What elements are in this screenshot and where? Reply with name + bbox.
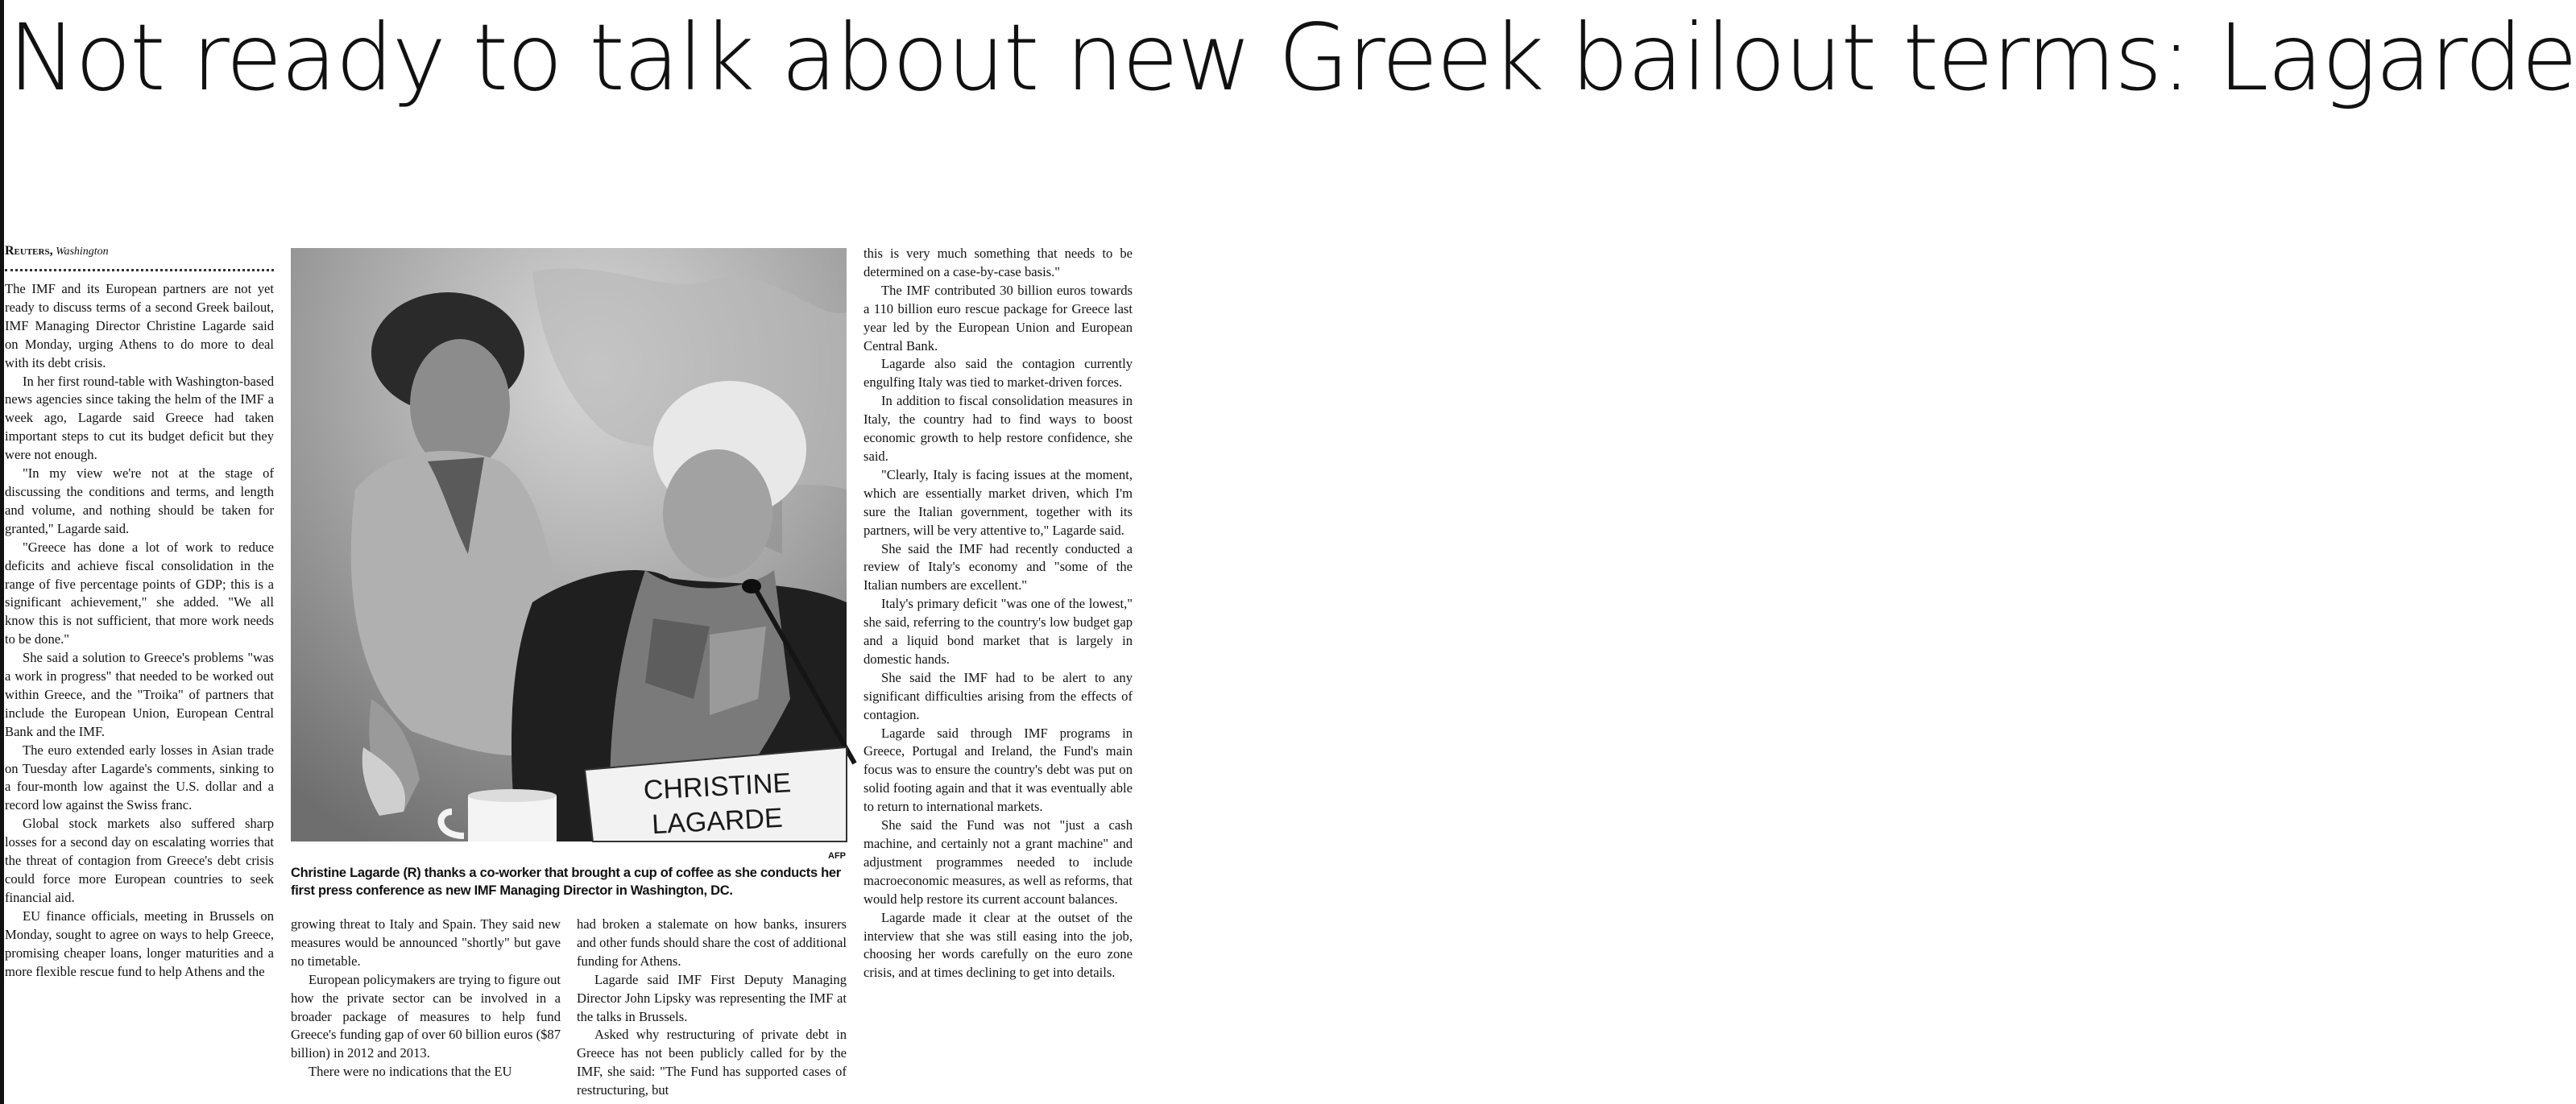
article-column-2 <box>291 916 561 1104</box>
paragraph: EU finance officials, meeting in Brussels on Monday, sought to agree on ways to help Greece, promising cheaper loans, longer maturities and a more flexible rescue fund to help Athens and the <box>5 908 274 979</box>
paragraph: "In my view we're not at the stage of discussing the conditions and terms, and length and volume, and nothing should be taken for granted," Lagarde said. <box>5 465 274 536</box>
paragraph: Lagarde also said the contagion currently engulfing Italy was tied to market-driven forces. <box>863 356 1133 391</box>
paragraph: Italy's primary deficit "was one of the lowest," she said, referring to the country's low budget gap and a liquid bond market that is largely in domestic hands. <box>863 596 1133 667</box>
news-photo <box>291 248 847 841</box>
paragraph: The euro extended early losses in Asian trade on Tuesday after Lagarde's comments, sinking to a four-month low against the U.S. dollar and a record low against the Swiss franc. <box>5 742 274 813</box>
paragraph: She said a solution to Greece's problems "was a work in progress" that needed to be worked out within Greece, and the "Troika" of partners that include the European Union, European Central Bank and the IMF. <box>5 650 274 739</box>
paragraph: "Clearly, Italy is facing issues at the moment, which are essentially market driven, which I'm sure the Italian government, together with its partners, will be very attentive to," Lagarde said. <box>863 466 1133 538</box>
paragraph: Asked why restructuring of private debt in Greece has not been publicly called for by the IMF, she said: "The Fund has supported cases of restructuring, but <box>577 1027 847 1098</box>
paragraph: She said the Fund was not "just a cash machine, and certainly not a grant machine" and adjustment programmes needed to include macroeconomic measures, as well as reforms, that would help restore its current account balances. <box>863 817 1133 907</box>
paragraph: Lagarde said through IMF programs in Greece, Portugal and Ireland, the Fund's main focus was to ensure the country's debt was put on solid footing again and that it was eventually able to return to international markets. <box>863 725 1133 815</box>
paragraph: European policymakers are trying to figure out how the private sector can be involved in a broader package of measures to help fund Greece's funding gap of over 60 billion euros ($87 billion) in 2012 and 2013. <box>291 971 561 1061</box>
paragraph: Lagarde said IMF First Deputy Managing Director John Lipsky was representing the IMF at the talks in Brussels. <box>577 971 847 1024</box>
paragraph: In addition to fiscal consolidation measures in Italy, the country had to find ways to boost economic growth to help restore confidence, she said. <box>863 393 1133 464</box>
paragraph: Lagarde made it clear at the outset of the interview that she was still easing into the job, choosing her words carefully on the euro zone crisis, and at times declining to get into details. <box>863 909 1133 981</box>
paragraph: growing threat to Italy and Spain. They said new measures would be announced "shortly" but gave no timetable. <box>291 916 561 969</box>
paragraph: In her first round-table with Washington-based news agencies since taking the helm of the IMF a week ago, Lagarde said Greece had taken important steps to cut its budget deficit but they were not enough. <box>5 373 274 463</box>
paragraph: had broken a stalemate on how banks, insurers and other funds should share the cost of additional funding for Athens. <box>577 916 847 969</box>
headline: Not ready to talk about new Greek bailout terms: Lagarde <box>8 4 2576 111</box>
paragraph: There were no indications that the EU <box>309 1064 512 1080</box>
nameplate-line-2: LAGARDE <box>651 802 784 841</box>
dotted-divider <box>5 269 274 271</box>
photo-caption: Christine Lagarde (R) thanks a co-worker that brought a cup of coffee as she conducts her first press conference as new IMF Managing Director in Washington, DC. <box>291 866 841 898</box>
paragraph: The IMF contributed 30 billion euros towards a 110 billion euro rescue package for Greece last year led by the European Union and European Central Bank. <box>863 282 1133 354</box>
article-column-4 <box>863 245 1133 1104</box>
byline-place: Washington <box>56 246 109 258</box>
article-column-3 <box>577 916 847 1104</box>
nameplate-line-1: CHRISTINE <box>642 767 792 806</box>
paragraph: The IMF and its European partners are not yet ready to discuss terms of a second Greek bailout, IMF Managing Director Christine Lagarde said on Monday, urging Athens to do more to deal with its debt crisis. <box>5 281 274 370</box>
paragraph: She said the IMF had to be alert to any significant difficulties arising from the effects of contagion. <box>863 669 1133 722</box>
paragraph: She said the IMF had recently conducted a review of Italy's economy and "some of the Italian numbers are excellent." <box>863 540 1133 593</box>
byline-agency: Reuters, <box>5 244 53 258</box>
paragraph: this is very much something that needs to be determined on a case-by-case basis." <box>863 246 1133 279</box>
byline <box>5 244 274 258</box>
paragraph: "Greece has done a lot of work to reduce deficits and achieve fiscal consolidation in the range of five percentage points of GDP; this is a significant achievement," she added. "We all know this is not sufficient, that more work needs to be done." <box>5 539 274 647</box>
page-edge-rule <box>0 0 4 1104</box>
article-column-1 <box>5 280 274 1104</box>
paragraph: Global stock markets also suffered sharp losses for a second day on escalating worries that the threat of contagion from Greece's debt crisis could force more European countries to seek financial aid. <box>5 816 274 905</box>
photo-credit: AFP <box>828 851 846 861</box>
